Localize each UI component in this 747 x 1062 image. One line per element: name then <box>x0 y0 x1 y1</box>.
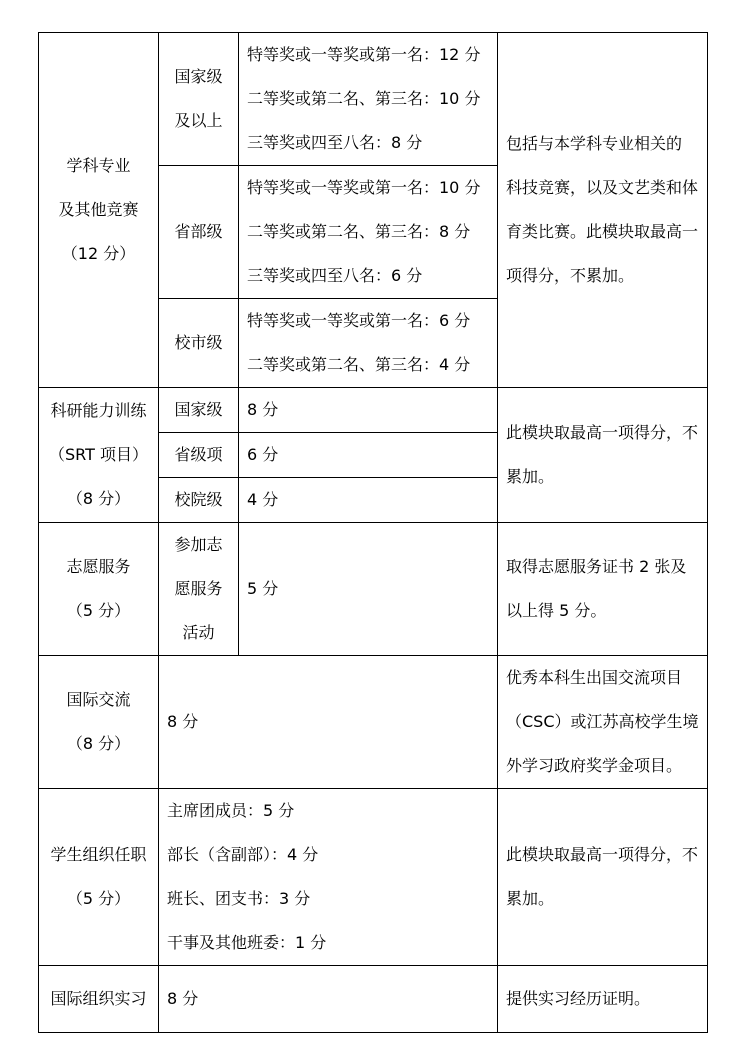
level-provincial: 省部级 <box>159 166 239 299</box>
table-row <box>39 656 708 789</box>
level-volunteer: 参加志 愿服务 活动 <box>159 523 239 656</box>
scores-school: 特等奖或一等奖或第一名：6 分 二等奖或第二名、第三名：4 分 <box>239 299 498 388</box>
table-row <box>39 33 708 166</box>
scores-provincial: 特等奖或一等奖或第一名：10 分 二等奖或第二名、第三名：8 分 三等奖或四至八名：6 分 <box>239 166 498 299</box>
module-org: 学生组织任职 （5 分） <box>39 789 159 966</box>
srt-score: 4 分 <box>239 478 498 523</box>
table-row <box>39 523 708 656</box>
srt-level: 省级项 <box>159 433 239 478</box>
srt-score: 6 分 <box>239 433 498 478</box>
scores-org: 主席团成员：5 分 部长（含副部）：4 分 班长、团支书：3 分 干事及其他班委：1 分 <box>159 789 498 966</box>
table-row <box>39 388 708 433</box>
score-exchange: 8 分 <box>159 656 498 789</box>
module-volunteer: 志愿服务 （5 分） <box>39 523 159 656</box>
scores-national: 特等奖或一等奖或第一名：12 分 二等奖或第二名、第三名：10 分 三等奖或四至八名：8 分 <box>239 33 498 166</box>
srt-level: 国家级 <box>159 388 239 433</box>
table-row <box>39 789 708 966</box>
note-volunteer: 取得志愿服务证书 2 张及 以上得 5 分。 <box>498 523 708 656</box>
level-national: 国家级 及以上 <box>159 33 239 166</box>
note-intern: 提供实习经历证明。 <box>498 966 708 1033</box>
level-school: 校市级 <box>159 299 239 388</box>
module-competition: 学科专业 及其他竞赛 （12 分） <box>39 33 159 388</box>
srt-level: 校院级 <box>159 478 239 523</box>
module-srt: 科研能力训练 （SRT 项目） （8 分） <box>39 388 159 523</box>
module-intern: 国际组织实习 <box>39 966 159 1033</box>
module-exchange: 国际交流 （8 分） <box>39 656 159 789</box>
score-volunteer: 5 分 <box>239 523 498 656</box>
table-row <box>39 966 708 1033</box>
score-table <box>38 32 708 1033</box>
srt-score: 8 分 <box>239 388 498 433</box>
note-competition: 包括与本学科专业相关的 科技竞赛，以及文艺类和体 育类比赛。此模块取最高一 项得分，不累加。 <box>498 33 708 388</box>
score-intern: 8 分 <box>159 966 498 1033</box>
note-exchange: 优秀本科生出国交流项目 （CSC）或江苏高校学生境 外学习政府奖学金项目。 <box>498 656 708 789</box>
note-srt: 此模块取最高一项得分，不 累加。 <box>498 388 708 523</box>
note-org: 此模块取最高一项得分，不 累加。 <box>498 789 708 966</box>
